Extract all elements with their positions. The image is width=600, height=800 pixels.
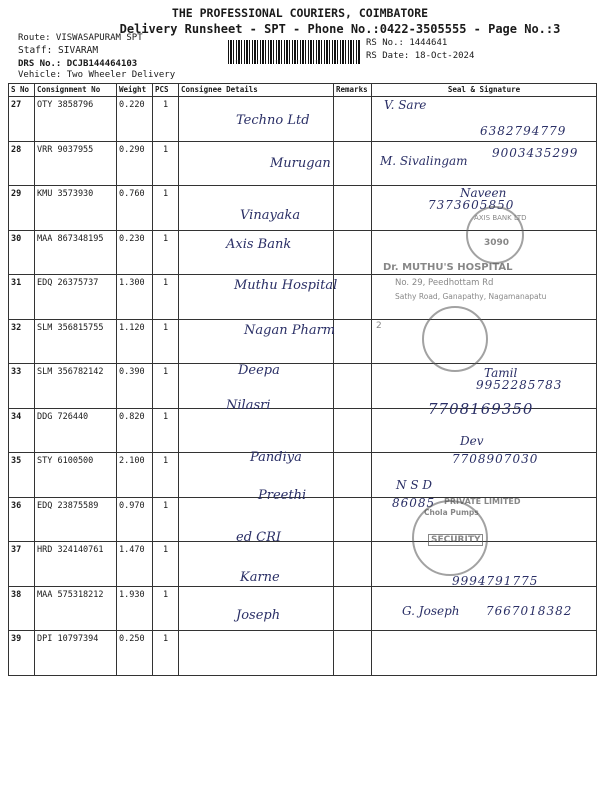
handwritten-phone: 7373605850 [428, 198, 515, 212]
barcode [228, 40, 360, 64]
table-header [9, 84, 597, 97]
handwritten-signature: G. Joseph [402, 604, 460, 618]
header-pcs: PCS [153, 84, 179, 97]
cell-consignee [179, 631, 334, 676]
handwritten-consignee: ed CRI [236, 530, 282, 545]
cell-weight: 0.390 [117, 364, 153, 409]
table-row [9, 631, 597, 676]
cell-consignment: MAA 575318212 [35, 586, 117, 631]
cell-remarks [334, 408, 372, 453]
cell-consignment: STY 6100500 [35, 453, 117, 498]
handwritten-consignee: Axis Bank [226, 237, 292, 252]
cell-remarks [334, 631, 372, 676]
cell-consignment: SLM 356815755 [35, 319, 117, 364]
cell-weight: 1.120 [117, 319, 153, 364]
cell-remarks [334, 186, 372, 231]
cell-sno: 37 [9, 542, 35, 587]
cell-remarks [334, 275, 372, 320]
cell-sno: 30 [9, 230, 35, 275]
pharmacy-stamp-mark: 2 [376, 321, 382, 331]
handwritten-consignee: Nagan Pharm [244, 323, 336, 338]
cell-remarks [334, 364, 372, 409]
header-remarks: Remarks [334, 84, 372, 97]
cell-sno: 38 [9, 586, 35, 631]
cell-consignment: DDG 726440 [35, 408, 117, 453]
cell-pcs: 1 [153, 586, 179, 631]
handwritten-consignee: Karne [240, 570, 280, 585]
hospital-stamp-address: Sathy Road, Ganapathy, Nagamanapatu [395, 292, 547, 301]
handwritten-phone: 7708169350 [428, 400, 534, 418]
axis-bank-stamp-code: 3090 [484, 238, 510, 248]
security-stamp-private: PRIVATE LIMITED [444, 497, 521, 506]
handwritten-consignee: Preethi [258, 488, 307, 503]
cell-consignment: EDQ 26375737 [35, 275, 117, 320]
cell-sno: 36 [9, 497, 35, 542]
vehicle-label: Vehicle: Two Wheeler Delivery [18, 70, 176, 80]
cell-consignment: HRD 324140761 [35, 542, 117, 587]
cell-sno: 33 [9, 364, 35, 409]
cell-seal [372, 631, 597, 676]
header-consignee: Consignee Details [179, 84, 334, 97]
cell-weight: 0.220 [117, 97, 153, 142]
company-title: THE PROFESSIONAL COURIERS, COIMBATORE [171, 6, 429, 20]
cell-weight: 0.760 [117, 186, 153, 231]
hospital-stamp-address: No. 29, Peedhottam Rd [395, 278, 494, 288]
runsheet-title: Delivery Runsheet - SPT - Phone No.:0422-3505555 - Page No.:3 [119, 22, 561, 36]
cell-pcs: 1 [153, 497, 179, 542]
cell-sno: 35 [9, 453, 35, 498]
cell-remarks [334, 497, 372, 542]
cell-pcs: 1 [153, 186, 179, 231]
cell-consignment: SLM 356782142 [35, 364, 117, 409]
cell-sno: 29 [9, 186, 35, 231]
handwritten-consignee: Joseph [236, 608, 281, 623]
handwritten-signature: Naveen [460, 186, 507, 200]
cell-sno: 28 [9, 141, 35, 186]
handwritten-consignee: Pandiya [250, 450, 302, 465]
security-stamp-label: SECURITY [428, 534, 483, 546]
cell-remarks [334, 319, 372, 364]
handwritten-signature: Dev [460, 434, 484, 448]
cell-pcs: 1 [153, 275, 179, 320]
cell-remarks [334, 453, 372, 498]
cell-pcs: 1 [153, 319, 179, 364]
cell-sno: 34 [9, 408, 35, 453]
cell-weight: 1.930 [117, 586, 153, 631]
header-seal: Seal & Signature [372, 84, 597, 97]
cell-pcs: 1 [153, 97, 179, 142]
cell-weight: 0.820 [117, 408, 153, 453]
header-sno: S No [9, 84, 35, 97]
staff-label: Staff: SIVARAM [18, 45, 99, 56]
cell-consignment: KMU 3573930 [35, 186, 117, 231]
drs-number: DRS No.: DCJB144464103 [18, 59, 138, 69]
axis-bank-stamp-label: AXIS BANK LTD [474, 214, 527, 222]
cell-pcs: 1 [153, 141, 179, 186]
handwritten-consignee: Muthu Hospital [234, 278, 338, 293]
cell-remarks [334, 542, 372, 587]
cell-remarks [334, 141, 372, 186]
cell-weight: 0.970 [117, 497, 153, 542]
security-stamp-company: Chola Pumps [424, 508, 479, 517]
cell-weight: 0.230 [117, 230, 153, 275]
hospital-stamp-name: Dr. MUTHU'S HOSPITAL [383, 262, 513, 273]
cell-sno: 32 [9, 319, 35, 364]
handwritten-signature: N S D [396, 478, 432, 492]
handwritten-phone: 9994791775 [452, 574, 539, 588]
cell-pcs: 1 [153, 230, 179, 275]
pharmacy-stamp [422, 306, 488, 372]
handwritten-consignee: Techno Ltd [236, 113, 310, 128]
handwritten-signature: Tamil [484, 366, 518, 380]
header-weight: Weight [117, 84, 153, 97]
cell-remarks [334, 230, 372, 275]
cell-weight: 2.100 [117, 453, 153, 498]
cell-sno: 39 [9, 631, 35, 676]
handwritten-phone: 9952285783 [476, 378, 563, 392]
handwritten-phone: 6382794779 [480, 124, 567, 138]
handwritten-consignee: Nilasri [226, 398, 271, 413]
cell-weight: 0.290 [117, 141, 153, 186]
cell-consignee [179, 408, 334, 453]
handwritten-phone: 9003435299 [492, 146, 579, 160]
handwritten-signature: M. Sivalingam [380, 154, 468, 168]
header-consignment: Consignment No [35, 84, 117, 97]
rs-date: RS Date: 18-Oct-2024 [366, 51, 475, 61]
rs-number: RS No.: 1444641 [366, 38, 448, 48]
cell-remarks [334, 97, 372, 142]
cell-weight: 1.300 [117, 275, 153, 320]
cell-remarks [334, 586, 372, 631]
cell-pcs: 1 [153, 542, 179, 587]
cell-consignment: DPI 10797394 [35, 631, 117, 676]
handwritten-consignee: Deepa [238, 363, 280, 378]
handwritten-consignee: Murugan [270, 156, 331, 171]
cell-sno: 27 [9, 97, 35, 142]
handwritten-consignee: Vinayaka [240, 208, 301, 223]
cell-pcs: 1 [153, 364, 179, 409]
handwritten-phone: 7667018382 [486, 604, 573, 618]
cell-pcs: 1 [153, 408, 179, 453]
cell-pcs: 1 [153, 453, 179, 498]
cell-sno: 31 [9, 275, 35, 320]
cell-weight: 0.250 [117, 631, 153, 676]
cell-consignment: VRR 9037955 [35, 141, 117, 186]
cell-consignment: OTY 3858796 [35, 97, 117, 142]
handwritten-signature: V. Sare [384, 98, 427, 112]
cell-pcs: 1 [153, 631, 179, 676]
handwritten-phone: 7708907030 [452, 452, 539, 466]
cell-weight: 1.470 [117, 542, 153, 587]
route-label: Route: VISWASAPURAM SPT [18, 33, 143, 43]
cell-consignment: EDQ 23875589 [35, 497, 117, 542]
handwritten-phone: 86085 [392, 496, 436, 510]
cell-consignment: MAA 867348195 [35, 230, 117, 275]
